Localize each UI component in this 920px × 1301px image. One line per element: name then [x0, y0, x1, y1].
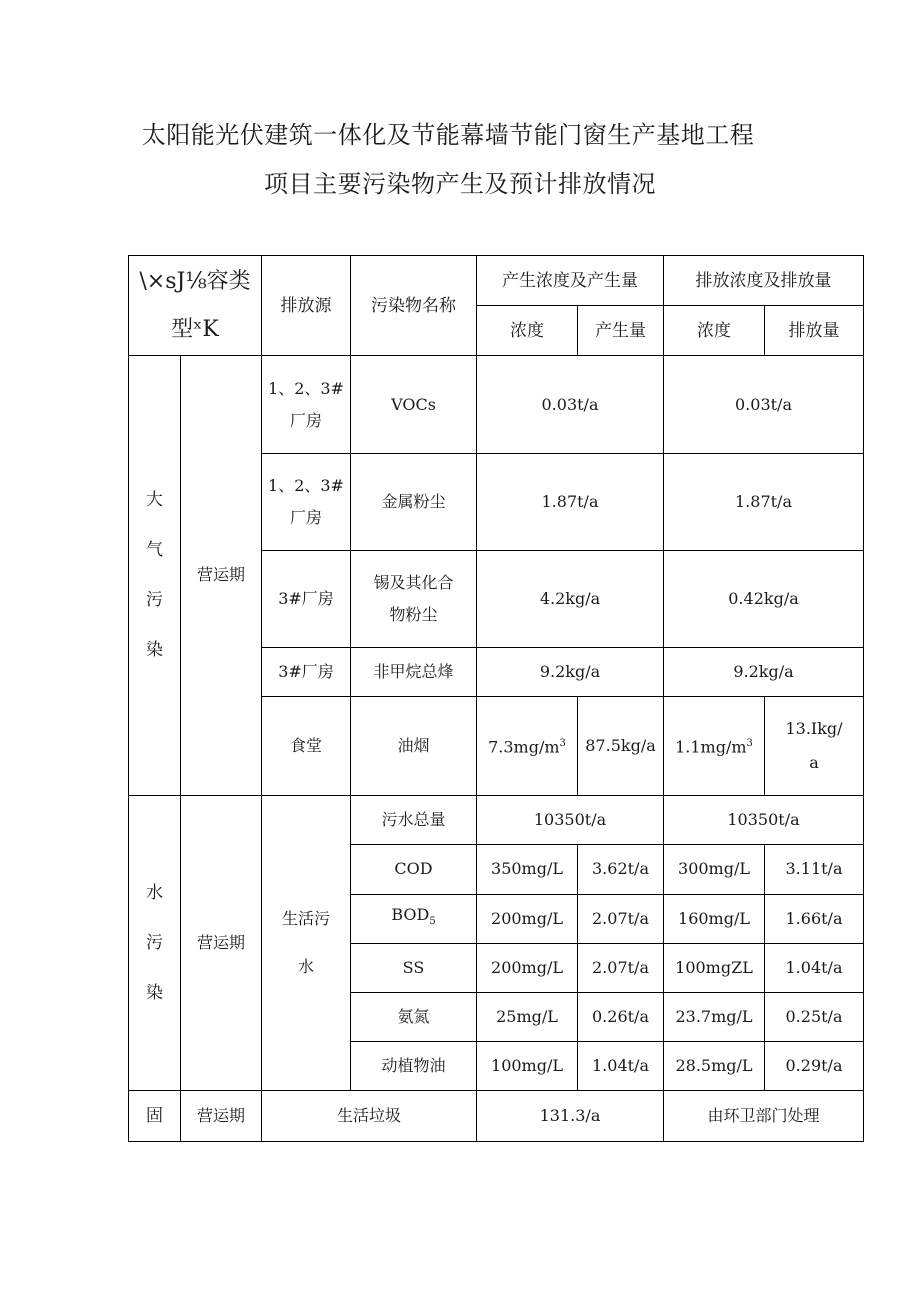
header-type-line2: 型ˣK: [171, 316, 219, 342]
water-discharge-amount: 1.66t/a: [765, 894, 864, 943]
header-discharge-amount: 排放量: [765, 306, 864, 356]
solid-produced: 131.3/a: [477, 1090, 664, 1141]
solid-pollutant: 生活垃圾: [262, 1090, 477, 1141]
air-category: 大 气 污 染: [129, 356, 181, 795]
header-source: 排放源: [262, 256, 351, 356]
document-title-line2: 项目主要污染物产生及预计排放情况: [264, 170, 656, 198]
water-produced: 3.62t/a: [578, 844, 664, 894]
water-pollutant: 动植物油: [351, 1041, 477, 1090]
water-total-discharge: 10350t/a: [664, 795, 864, 844]
air-source: 1、2、3# 厂房: [262, 356, 351, 454]
header-discharge-conc: 浓度: [664, 306, 765, 356]
water-total-pollutant: 污水总量: [351, 795, 477, 844]
header-produced-amount: 产生量: [578, 306, 664, 356]
water-pollutant: SS: [351, 943, 477, 992]
canteen-discharge-amount: 13.Ikg/ a: [765, 697, 864, 795]
header-type-cell: [129, 256, 262, 356]
header-type-line1: \×sJ⅛容类: [139, 268, 251, 294]
canteen-pollutant: 油烟: [351, 697, 477, 795]
document-title-line1: 太阳能光伏建筑一体化及节能幕墙节能门窗生产基地工程: [141, 121, 755, 149]
water-conc: 100mg/L: [477, 1041, 578, 1090]
solid-discharge: 由环卫部门处理: [664, 1090, 864, 1141]
solid-category: 固: [129, 1090, 181, 1141]
water-conc: 200mg/L: [477, 894, 578, 943]
water-pollutant: 氨氮: [351, 992, 477, 1041]
air-discharge: 0.03t/a: [664, 356, 864, 454]
water-conc: 200mg/L: [477, 943, 578, 992]
canteen-source: 食堂: [262, 697, 351, 795]
air-pollutant: 金属粉尘: [351, 454, 477, 551]
solid-period: 营运期: [181, 1090, 262, 1141]
air-source: 1、2、3# 厂房: [262, 454, 351, 551]
water-discharge-conc: 100mgZL: [664, 943, 765, 992]
air-source: 3#厂房: [262, 551, 351, 648]
water-produced: 0.26t/a: [578, 992, 664, 1041]
air-discharge: 1.87t/a: [664, 454, 864, 551]
water-category: 水 污 染: [129, 795, 181, 1090]
water-discharge-conc: 28.5mg/L: [664, 1041, 765, 1090]
air-discharge: 0.42kg/a: [664, 551, 864, 648]
water-total-produced: 10350t/a: [477, 795, 664, 844]
canteen-produced: 87.5kg/a: [578, 697, 664, 795]
air-produced: 1.87t/a: [477, 454, 664, 551]
air-produced: 9.2kg/a: [477, 648, 664, 697]
air-produced: 4.2kg/a: [477, 551, 664, 648]
air-produced: 0.03t/a: [477, 356, 664, 454]
air-source: 3#厂房: [262, 648, 351, 697]
water-discharge-conc: 160mg/L: [664, 894, 765, 943]
air-pollutant: 非甲烷总烽: [351, 648, 477, 697]
header-discharge-group: 排放浓度及排放量: [664, 256, 864, 306]
water-discharge-amount: 0.29t/a: [765, 1041, 864, 1090]
air-period: 营运期: [181, 356, 262, 795]
water-conc: 350mg/L: [477, 844, 578, 894]
header-produced-group: 产生浓度及产生量: [477, 256, 664, 306]
pollutant-table: [128, 255, 864, 1142]
water-produced: 2.07t/a: [578, 943, 664, 992]
water-discharge-amount: 0.25t/a: [765, 992, 864, 1041]
canteen-discharge-conc: $1.1mg/m^3$: [664, 697, 765, 795]
water-pollutant: COD: [351, 844, 477, 894]
air-discharge: 9.2kg/a: [664, 648, 864, 697]
water-produced: 2.07t/a: [578, 894, 664, 943]
water-produced: 1.04t/a: [578, 1041, 664, 1090]
air-pollutant: 锡及其化合 物粉尘: [351, 551, 477, 648]
air-pollutant: VOCs: [351, 356, 477, 454]
water-discharge-conc: 23.7mg/L: [664, 992, 765, 1041]
header-pollutant: 污染物名称: [351, 256, 477, 356]
water-conc: 25mg/L: [477, 992, 578, 1041]
water-discharge-amount: 3.11t/a: [765, 844, 864, 894]
water-period: 营运期: [181, 795, 262, 1090]
water-source: 生活污 水: [262, 795, 351, 1090]
canteen-conc: $7.3mg/m^3$: [477, 697, 578, 795]
header-conc: 浓度: [477, 306, 578, 356]
water-discharge-amount: 1.04t/a: [765, 943, 864, 992]
water-discharge-conc: 300mg/L: [664, 844, 765, 894]
water-pollutant: $BOD_5$: [351, 894, 477, 943]
